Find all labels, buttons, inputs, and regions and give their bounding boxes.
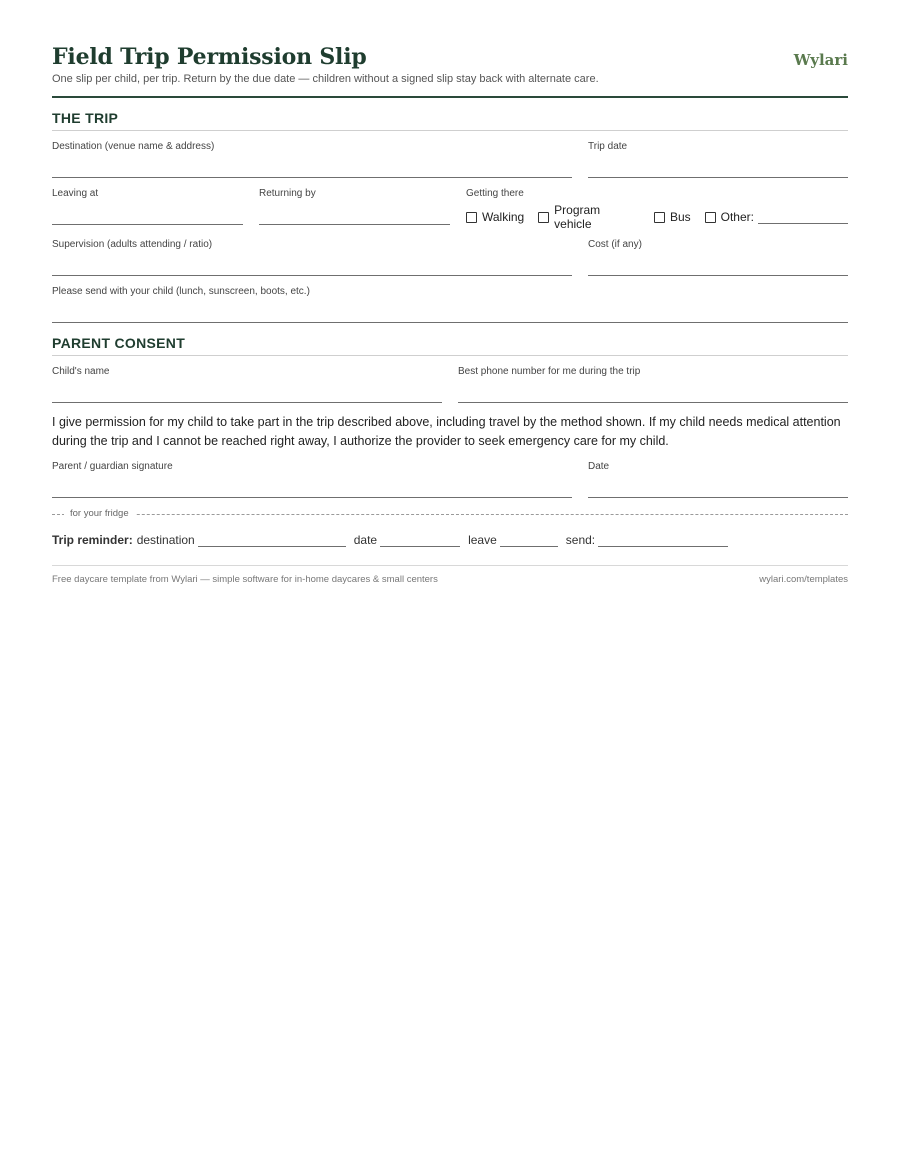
bus-label: Bus xyxy=(669,210,691,224)
reminder-send-label: send: xyxy=(565,533,596,547)
reminder-date-line[interactable] xyxy=(380,534,460,547)
destination-field xyxy=(52,131,572,178)
leaving-input-line[interactable] xyxy=(52,204,243,225)
child-name-input-line[interactable] xyxy=(52,382,442,403)
walking-checkbox[interactable] xyxy=(466,212,477,223)
reminder-leave-label: leave xyxy=(468,533,497,547)
permission-slip-page xyxy=(52,0,848,585)
returning-label: Returning by xyxy=(259,188,316,199)
trip-reminder xyxy=(52,531,848,547)
getting-there-field xyxy=(466,178,848,229)
cost-input-line[interactable] xyxy=(588,255,848,276)
signature-label: Parent / guardian signature xyxy=(52,461,173,472)
destination-label: Destination (venue name & address) xyxy=(52,141,215,152)
reminder-destination-line[interactable] xyxy=(198,534,346,547)
signature-date-input-line[interactable] xyxy=(588,477,848,498)
destination-input-line[interactable] xyxy=(52,157,572,178)
page-subtitle: One slip per child, per trip. Return by the due date — children without a signed slip stay back with alternate care. xyxy=(52,73,599,85)
phone-label: Best phone number for me during the trip xyxy=(458,366,641,377)
cost-field xyxy=(588,229,848,276)
trip-date-label: Trip date xyxy=(588,141,628,152)
consent-section xyxy=(52,335,848,498)
child-phone-row xyxy=(52,356,848,403)
supervision-label: Supervision (adults attending / ratio) xyxy=(52,239,213,250)
other-input-line[interactable] xyxy=(758,211,848,224)
trip-section xyxy=(52,110,848,323)
consent-statement: I give permission for my child to take part in the trip described above, including travel by the method shown. If my child needs medical attention during the trip and I cannot be reached right away, I authorize the provider to seek emergency care for my child. xyxy=(52,415,841,448)
send-field xyxy=(52,276,848,323)
trip-date-input-line[interactable] xyxy=(588,157,848,178)
bus-checkbox[interactable] xyxy=(654,212,665,223)
option-other[interactable] xyxy=(705,210,848,224)
reminder-destination-label: destination xyxy=(136,533,195,547)
trip-section-title: THE TRIP xyxy=(52,110,848,131)
reminder-leave-line[interactable] xyxy=(500,534,558,547)
send-row xyxy=(52,276,848,323)
option-walking[interactable] xyxy=(466,210,524,224)
supervision-field xyxy=(52,229,572,276)
fridge-cut-line xyxy=(52,508,848,519)
brand-logo: Wylari xyxy=(793,51,848,69)
option-bus[interactable] xyxy=(654,210,691,224)
other-checkbox[interactable] xyxy=(705,212,716,223)
phone-input-line[interactable] xyxy=(458,382,848,403)
footer-credit: Free daycare template from Wylari — simple software for in-home daycares & small centers xyxy=(52,574,438,585)
leaving-field xyxy=(52,178,243,229)
signature-date-field xyxy=(588,451,848,498)
other-label: Other: xyxy=(720,210,754,224)
program-vehicle-checkbox[interactable] xyxy=(538,212,549,223)
cost-label: Cost (if any) xyxy=(588,239,642,250)
reminder-send-line[interactable] xyxy=(598,534,728,547)
reminder-title: Trip reminder: xyxy=(52,533,133,547)
returning-field xyxy=(259,178,450,229)
child-name-label: Child's name xyxy=(52,366,110,377)
consent-section-title: PARENT CONSENT xyxy=(52,335,848,356)
leaving-label: Leaving at xyxy=(52,188,99,199)
reminder-date-label: date xyxy=(353,533,378,547)
page-title: Field Trip Permission Slip xyxy=(52,44,367,70)
child-name-field xyxy=(52,356,442,403)
option-program-vehicle[interactable] xyxy=(538,203,640,231)
destination-row xyxy=(52,131,848,178)
getting-there-label: Getting there xyxy=(466,188,524,199)
footer-link[interactable]: wylari.com/templates xyxy=(759,574,848,585)
walking-label: Walking xyxy=(482,210,525,224)
send-label: Please send with your child (lunch, sunscreen, boots, etc.) xyxy=(52,286,310,297)
signature-field xyxy=(52,451,572,498)
signature-input-line[interactable] xyxy=(52,477,572,498)
signature-row xyxy=(52,451,848,498)
phone-field xyxy=(458,356,848,403)
program-vehicle-label: Program vehicle xyxy=(554,203,601,231)
transport-options xyxy=(466,205,848,229)
footer xyxy=(52,565,848,585)
times-row xyxy=(52,178,848,229)
returning-input-line[interactable] xyxy=(259,204,450,225)
signature-date-label: Date xyxy=(588,461,610,472)
supervision-input-line[interactable] xyxy=(52,255,572,276)
supervision-row xyxy=(52,229,848,276)
send-input-line[interactable] xyxy=(52,302,848,323)
fridge-label: for your fridge xyxy=(64,508,135,519)
header xyxy=(52,44,848,98)
trip-date-field xyxy=(588,131,848,178)
